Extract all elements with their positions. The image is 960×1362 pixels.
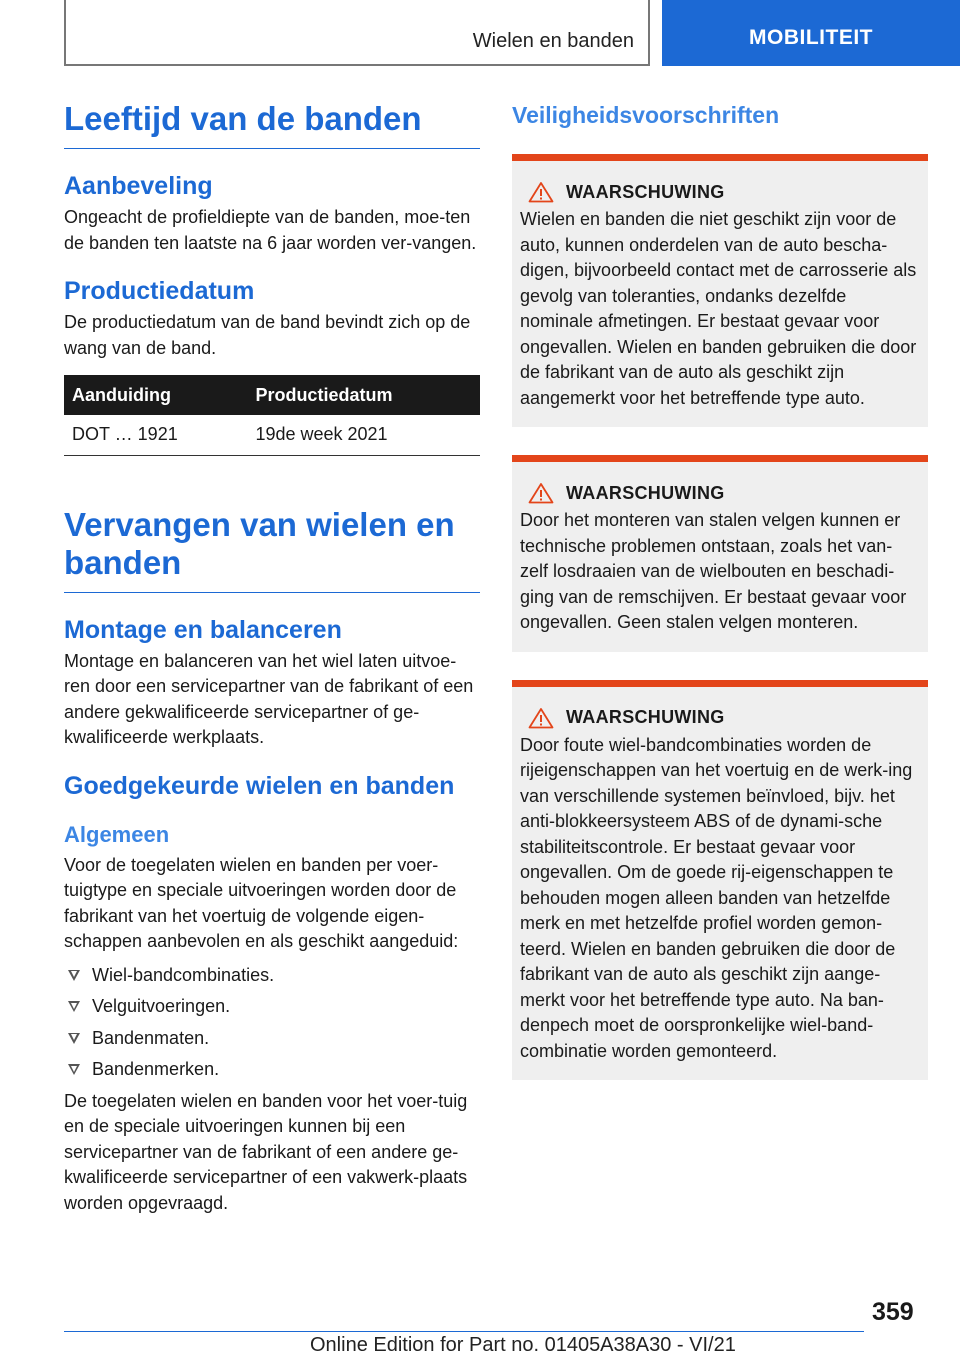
list-item: Velguitvoeringen.: [64, 994, 480, 1020]
recommended-properties-list: [64, 963, 480, 1083]
list-item: Wiel-bandcombinaties.: [64, 963, 480, 989]
table-header-row: [64, 375, 480, 415]
paragraph-recommendation: Ongeacht de profieldiepte van de banden, moe-ten de banden ten laatste na 6 jaar worden ver-vangen.: [64, 207, 477, 253]
warning-triangle-icon: [528, 707, 554, 729]
left-column: [64, 100, 480, 1216]
heading-recommendation: Aanbeveling: [64, 172, 213, 200]
header-chapter-tab[interactable]: MOBILITEIT: [662, 0, 960, 66]
table-header-designation: Aanduiding: [64, 375, 245, 415]
heading-general: Algemeen: [64, 821, 170, 847]
page-number: 359: [872, 1298, 914, 1326]
warning-title: WAARSCHUWING: [566, 482, 725, 503]
triangle-bullet-icon: [68, 1064, 80, 1075]
triangle-bullet-icon: [68, 1001, 80, 1012]
heading-tire-age: Leeftijd van de banden: [64, 100, 480, 149]
heading-approved-wheels: Goedgekeurde wielen en banden: [64, 771, 455, 800]
table-cell-production-date: 19de week 2021: [245, 415, 480, 455]
triangle-bullet-icon: [68, 1033, 80, 1044]
warning-header: [520, 707, 920, 729]
production-date-table: [64, 375, 480, 456]
table-cell-designation: DOT … 1921: [64, 415, 245, 455]
warning-box: [512, 455, 928, 652]
table-row: [64, 415, 480, 455]
table-header-production-date: Productiedatum: [245, 375, 480, 415]
list-item: Bandenmerken.: [64, 1057, 480, 1083]
warning-triangle-icon: [528, 181, 554, 203]
warning-text: Door foute wiel-bandcombinaties worden de rijeigenschappen van het voertuig en de werk-ing van verschillende systemen beïnvloed, bijv. het anti-blokkeersysteem ABS of de dynami-sche stabiliteitscontrole. Er bestaat gevaar voor ongevallen. Om de goede rij-eigenschappen te behouden mogen alleen banden van hetzelfde merk en met hetzelfde profiel worden gemon-teerd. Wielen en banden gebruiken die door de fabrikant van de auto als geschikt zijn aange-merkt voor het betreffende type auto. Na ban-denpech moet de oorspronkelijke wiel-band-combinatie worden gemonteerd.: [520, 734, 913, 1061]
right-column: [512, 100, 928, 1108]
warning-text: Door het monteren van stalen velgen kunnen er technische problemen ontstaan, zoals het van-zelf losdraaien van de wielbouten en beschadi-ging van de remschijven. Er bestaat gevaar voor ongevallen. Geen stalen velgen monteren.: [520, 510, 907, 632]
footer-divider: [64, 1331, 864, 1332]
warning-header: [520, 181, 920, 203]
warning-box: [512, 154, 928, 427]
heading-production-date: Productiedatum: [64, 277, 255, 305]
warning-box: [512, 680, 928, 1081]
paragraph-general: Voor de toegelaten wielen en banden per voer-tuigtype en speciale uitvoeringen worden door de fabrikant van het voertuig de volgende eigen-schappen aanbevolen en als geschikt aangeduid:: [64, 854, 459, 951]
paragraph-production-date: De productiedatum van de band bevindt zich op de wang van de band.: [64, 312, 471, 358]
header-section-box: [64, 0, 650, 66]
paragraph-closing: De toegelaten wielen en banden voor het voer-tuig en de speciale uitvoeringen kunnen bij een servicepartner van de fabrikant of een andere ge-kwalificeerde servicepartner of een vakwerk-plaats worden opgevraagd.: [64, 1090, 468, 1213]
warning-text: Wielen en banden die niet geschikt zijn voor de auto, kunnen onderdelen van de auto bescha-digen, bijvoorbeeld contact met de carrosserie als gevolg van toleranties, ondanks dezelfde nominale afmetingen. Er bestaat gevaar voor ongevallen. Wielen en banden gebruiken die door de fabrikant van de auto als geschikt zijn aangemerkt voor het betreffende type auto.: [520, 209, 917, 408]
warning-title: WAARSCHUWING: [566, 181, 725, 202]
triangle-bullet-icon: [68, 970, 80, 981]
list-item: Bandenmaten.: [64, 1026, 480, 1052]
heading-mounting-balancing: Montage en balanceren: [64, 615, 342, 644]
heading-replacing-wheels: Vervangen van wielen en banden: [64, 506, 480, 593]
heading-safety-instructions: Veiligheidsvoorschriften: [512, 102, 780, 128]
warning-title: WAARSCHUWING: [566, 707, 725, 727]
warning-header: [520, 482, 920, 504]
footer-edition: Online Edition for Part no. 01405A38A30 - VI/21: [310, 1334, 736, 1356]
warning-triangle-icon: [528, 482, 554, 504]
paragraph-mounting-balancing: Montage en balanceren van het wiel laten uitvoe-ren door een servicepartner van de fabrikant of een andere gekwalificeerde servicepartner of ge-kwalificeerde werkplaats.: [64, 650, 474, 747]
header-section-title: Wielen en banden: [472, 30, 634, 52]
